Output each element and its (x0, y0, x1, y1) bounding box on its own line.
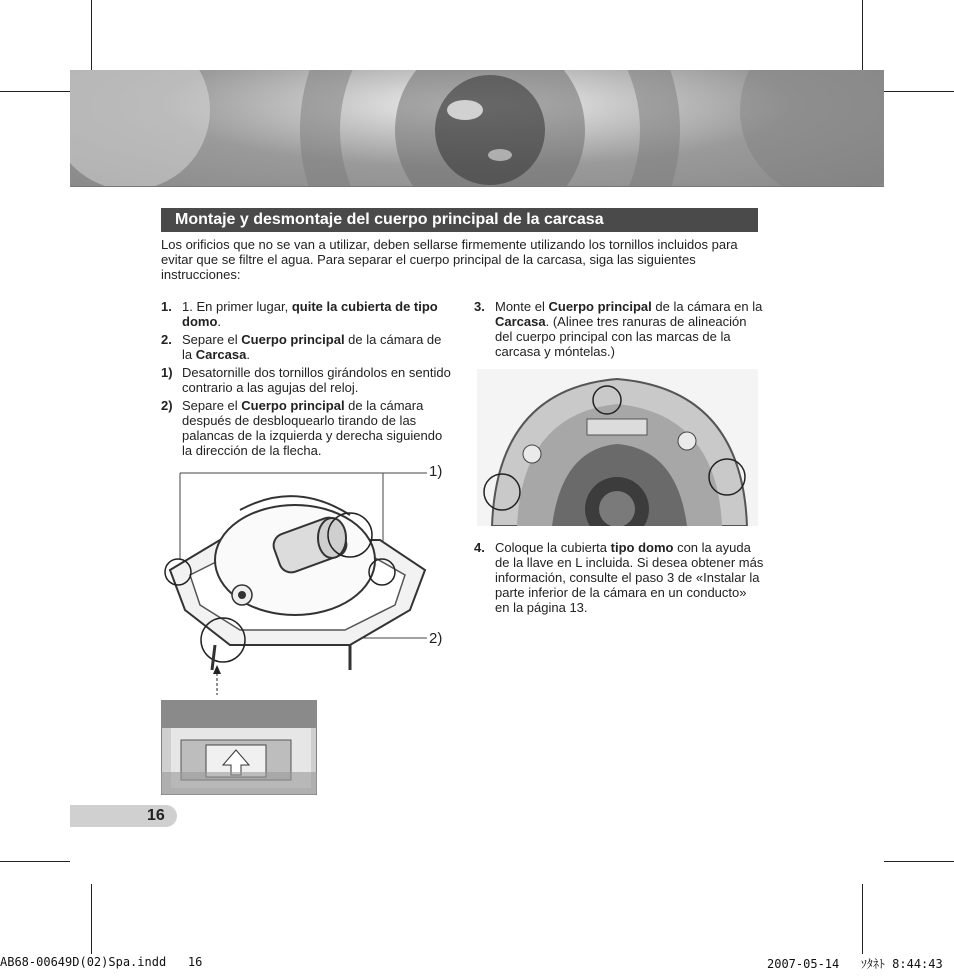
right-column (474, 299, 764, 362)
crop-mark (0, 91, 70, 92)
crop-mark (884, 91, 954, 92)
step-3: 3. Monte el Cuerpo principal de la cámara en la Carcasa. (Alinee tres ranuras de alineación del cuerpo principal con las marcas de la carcasa y móntelas.) (474, 299, 763, 359)
step-number: 1. (161, 299, 172, 314)
callout-2: 2) (429, 630, 443, 647)
step-number: 1) (161, 365, 173, 380)
callout-1: 1) (429, 463, 443, 480)
intro-paragraph: Los orificios que no se van a utilizar, deben sellarse firmemente utilizando los tornillos incluidos para evitar que se filtre el agua. Para separar el cuerpo principal de la carcasa, siga las siguientes instrucciones: (161, 237, 738, 282)
right-column-lower (474, 540, 764, 618)
dome-interior-photo (477, 369, 758, 526)
crop-mark (91, 0, 92, 70)
step-4: 4. Coloque la cubierta tipo domo con la ayuda de la llave en L incluida. Si desea obtener más información, consulte el paso 3 de «Instalar la parte inferior de la cámara en un conducto» en la página 13. (474, 540, 764, 615)
crop-mark (862, 0, 863, 70)
camera-diagram (150, 460, 450, 695)
latch-photo (161, 700, 317, 795)
crop-mark (884, 861, 954, 862)
crop-mark (91, 884, 92, 954)
left-column (161, 299, 453, 461)
lens-banner-image (70, 70, 884, 186)
substep-2: 2) Separe el Cuerpo principal de la cámara después de desbloquearlo tirando de las palancas de la izquierda y derecha siguiendo la dirección de la flecha. (161, 398, 443, 458)
substep-1: 1) Desatornille dos tornillos girándolos en sentido contrario a las agujas del reloj. (161, 365, 451, 395)
step-number: 2) (161, 398, 173, 413)
crop-mark (862, 884, 863, 954)
footer-file-info: AB68-00649D(02)Spa.indd 16 (0, 955, 203, 969)
crop-mark (0, 861, 70, 862)
step-number: 3. (474, 299, 485, 314)
step-1: 1. 1. En primer lugar, quite la cubierta de tipo domo. (161, 299, 438, 329)
section-title: Montaje y desmontaje del cuerpo principal de la carcasa (161, 208, 758, 232)
page-number: 16 (147, 807, 165, 824)
step-number: 2. (161, 332, 172, 347)
footer-timestamp: 2007-05-14 ｿﾀﾈﾄ 8:44:43 (767, 957, 943, 971)
step-number: 4. (474, 540, 485, 555)
header-banner (70, 70, 884, 187)
step-2: 2. Separe el Cuerpo principal de la cámara de la Carcasa. (161, 332, 442, 362)
